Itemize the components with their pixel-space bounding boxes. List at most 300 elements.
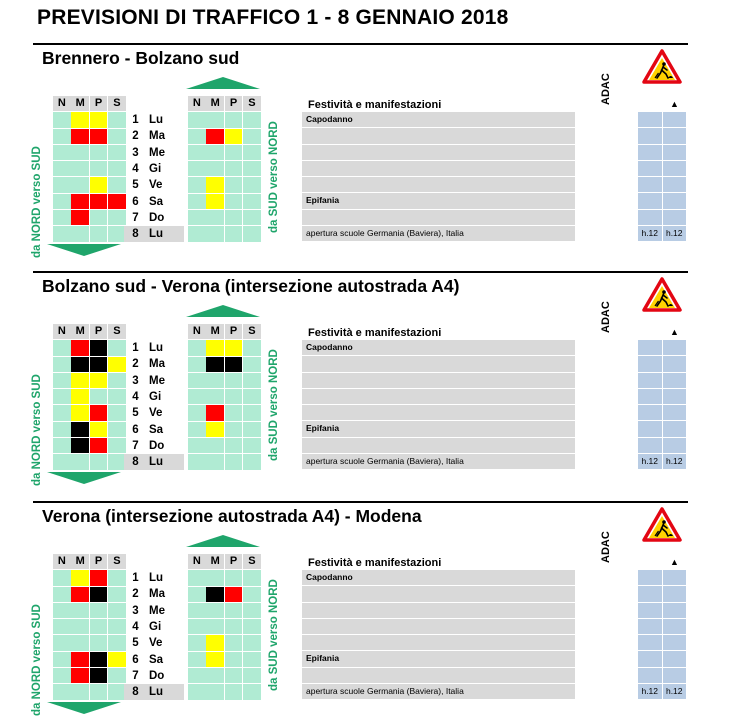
day-row: [124, 684, 184, 700]
forecast-row: [188, 129, 262, 145]
adac-grid: [638, 570, 687, 700]
traffic-cell-green: [206, 373, 224, 388]
events-header: Festività e manifestazioni: [308, 327, 442, 339]
day-name: Sa: [149, 423, 164, 436]
traffic-cell-green: [243, 177, 261, 192]
traffic-cell-green: [53, 587, 71, 602]
forecast-row: [188, 405, 262, 421]
traffic-cell-green: [243, 652, 261, 667]
adac-arrow-icon: ▲: [670, 327, 679, 337]
adac-row: [638, 145, 687, 161]
adac-row: [638, 421, 687, 437]
adac-cell: [663, 570, 687, 585]
column-header: M: [206, 96, 224, 111]
adac-cell: [638, 145, 662, 160]
column-header: P: [90, 554, 108, 569]
traffic-cell-red: [206, 129, 224, 144]
traffic-cell-green: [243, 438, 261, 453]
column-header: S: [108, 96, 126, 111]
day-row: [124, 340, 184, 356]
event-row: [302, 454, 575, 470]
traffic-cell-green: [53, 226, 71, 241]
roadworks-warning-icon: [642, 507, 682, 542]
traffic-cell-green: [206, 684, 224, 699]
events-list: [302, 112, 575, 242]
day-name: Lu: [149, 342, 164, 355]
traffic-cell-green: [188, 422, 206, 437]
traffic-cell-red: [71, 210, 89, 225]
event-row: [302, 128, 575, 144]
day-name: Lu: [149, 572, 164, 585]
traffic-cell-green: [206, 161, 224, 176]
column-header: N: [53, 554, 71, 569]
event-row: [302, 586, 575, 602]
day-name: Ve: [149, 637, 163, 650]
column-header: S: [108, 554, 126, 569]
day-number: 8: [132, 228, 139, 241]
traffic-cell-green: [225, 619, 243, 634]
traffic-cell-yellow: [206, 652, 224, 667]
day-row: [124, 356, 184, 372]
forecast-row: [53, 357, 127, 373]
event-row: [302, 226, 575, 242]
day-name: Ma: [149, 588, 165, 601]
traffic-cell-green: [243, 340, 261, 355]
day-number: 4: [132, 391, 139, 404]
traffic-cell-red: [71, 652, 89, 667]
traffic-cell-green: [53, 438, 71, 453]
traffic-cell-black: [90, 587, 108, 602]
adac-row: [638, 668, 687, 684]
column-header: P: [225, 554, 243, 569]
adac-cell: [663, 603, 687, 618]
traffic-cell-green: [53, 340, 71, 355]
column-header: N: [188, 554, 206, 569]
day-number: 5: [132, 637, 139, 650]
day-number: 1: [132, 342, 139, 355]
traffic-cell-yellow: [225, 340, 243, 355]
day-number: 8: [132, 686, 139, 699]
adac-cell: [663, 668, 687, 683]
traffic-cell-green: [243, 422, 261, 437]
route-title: Bolzano sud - Verona (intersezione autostrada A4): [42, 276, 460, 296]
traffic-cell-green: [90, 684, 108, 699]
adac-cell: [638, 210, 662, 225]
adac-label: ADAC: [600, 73, 612, 105]
page-title: PREVISIONI DI TRAFFICO 1 - 8 GENNAIO 2018: [37, 6, 509, 29]
adac-cell: [638, 603, 662, 618]
day-number: 1: [132, 572, 139, 585]
event-row: [302, 635, 575, 651]
south-to-north-label: da SUD verso NORD: [268, 121, 280, 233]
grid-header-row: [53, 324, 127, 340]
event-row: [302, 161, 575, 177]
traffic-cell-green: [53, 603, 71, 618]
traffic-cell-green: [206, 112, 224, 127]
traffic-cell-green: [243, 226, 261, 241]
adac-row: [638, 226, 687, 242]
traffic-cell-green: [243, 145, 261, 160]
traffic-cell-green: [243, 684, 261, 699]
traffic-cell-green: [53, 684, 71, 699]
adac-row: [638, 454, 687, 470]
traffic-cell-green: [53, 570, 71, 585]
grid-header-row: [188, 324, 262, 340]
traffic-cell-green: [188, 635, 206, 650]
adac-cell: [638, 193, 662, 208]
day-list: [124, 340, 184, 470]
event-label: [302, 128, 575, 143]
column-header: P: [225, 324, 243, 339]
traffic-cell-green: [206, 603, 224, 618]
traffic-cell-green: [243, 112, 261, 127]
traffic-cell-green: [90, 603, 108, 618]
forecast-row: [53, 340, 127, 356]
traffic-cell-green: [188, 177, 206, 192]
event-label: [302, 668, 575, 683]
traffic-cell-yellow: [71, 405, 89, 420]
traffic-cell-green: [225, 438, 243, 453]
traffic-cell-green: [243, 161, 261, 176]
traffic-cell-yellow: [206, 422, 224, 437]
adac-row: [638, 651, 687, 667]
traffic-cell-green: [206, 454, 224, 469]
day-number: 4: [132, 621, 139, 634]
forecast-row: [53, 587, 127, 603]
south-to-north-label: da SUD verso NORD: [268, 349, 280, 461]
adac-arrow-icon: ▲: [670, 99, 679, 109]
adac-cell: [663, 619, 687, 634]
adac-cell: [638, 161, 662, 176]
day-name: Me: [149, 374, 165, 387]
event-row: [302, 356, 575, 372]
day-name: Ma: [149, 130, 165, 143]
adac-cell: [663, 421, 687, 436]
north-to-south-label: da NORD verso SUD: [31, 604, 43, 716]
forecast-row: [188, 177, 262, 193]
day-row: [124, 193, 184, 209]
adac-cell: [663, 177, 687, 192]
traffic-cell-green: [243, 635, 261, 650]
adac-cell: [663, 145, 687, 160]
traffic-cell-black: [71, 422, 89, 437]
day-number: 7: [132, 669, 139, 682]
event-label: Capodanno: [302, 340, 575, 355]
traffic-cell-yellow: [90, 112, 108, 127]
event-row: [302, 145, 575, 161]
day-list: [124, 112, 184, 242]
traffic-cell-green: [188, 668, 206, 683]
forecast-row: [188, 112, 262, 128]
adac-cell: [638, 128, 662, 143]
forecast-row: [188, 652, 262, 668]
column-header: P: [225, 96, 243, 111]
arrow-up-icon: [186, 77, 260, 89]
traffic-cell-green: [53, 373, 71, 388]
event-row: [302, 619, 575, 635]
traffic-cell-green: [90, 454, 108, 469]
adac-row: [638, 373, 687, 389]
column-header: P: [90, 96, 108, 111]
arrow-down-icon: [47, 472, 121, 484]
traffic-cell-green: [53, 210, 71, 225]
day-name: Ma: [149, 358, 165, 371]
adac-cell: h.12: [638, 684, 662, 699]
forecast-row: [53, 405, 127, 421]
forecast-row: [53, 112, 127, 128]
traffic-cell-green: [188, 373, 206, 388]
traffic-cell-green: [206, 619, 224, 634]
traffic-cell-green: [188, 454, 206, 469]
traffic-cell-green: [188, 226, 206, 241]
traffic-cell-green: [225, 373, 243, 388]
column-header: N: [188, 96, 206, 111]
traffic-cell-black: [71, 438, 89, 453]
day-number: 3: [132, 374, 139, 387]
event-row: [302, 177, 575, 193]
day-row: [124, 619, 184, 635]
traffic-cell-green: [243, 129, 261, 144]
adac-row: [638, 356, 687, 372]
event-row: [302, 210, 575, 226]
day-name: Me: [149, 146, 165, 159]
column-header: M: [206, 324, 224, 339]
traffic-cell-green: [90, 635, 108, 650]
traffic-cell-green: [225, 684, 243, 699]
adac-row: [638, 586, 687, 602]
day-number: 2: [132, 358, 139, 371]
day-number: 2: [132, 588, 139, 601]
adac-label: ADAC: [600, 531, 612, 563]
event-label: apertura scuole Germania (Baviera), Italia: [302, 454, 575, 469]
traffic-cell-green: [206, 668, 224, 683]
event-label: apertura scuole Germania (Baviera), Italia: [302, 684, 575, 699]
day-number: 6: [132, 653, 139, 666]
column-header: S: [108, 324, 126, 339]
day-name: Do: [149, 211, 165, 224]
event-row: [302, 421, 575, 437]
traffic-cell-yellow: [71, 570, 89, 585]
adac-row: [638, 603, 687, 619]
roadworks-warning-icon: [642, 277, 682, 312]
traffic-cell-green: [225, 112, 243, 127]
event-label: [302, 373, 575, 388]
day-name: Lu: [149, 686, 164, 699]
adac-cell: h.12: [638, 226, 662, 241]
adac-row: [638, 193, 687, 209]
event-label: [302, 438, 575, 453]
day-row: [124, 373, 184, 389]
column-header: M: [206, 554, 224, 569]
arrow-up-icon: [186, 535, 260, 547]
forecast-row: [188, 357, 262, 373]
traffic-cell-green: [188, 438, 206, 453]
forecast-row: [53, 422, 127, 438]
day-row: [124, 405, 184, 421]
traffic-cell-green: [188, 603, 206, 618]
event-row: [302, 340, 575, 356]
day-number: 5: [132, 179, 139, 192]
traffic-cell-green: [71, 161, 89, 176]
traffic-cell-green: [225, 668, 243, 683]
forecast-row: [188, 373, 262, 389]
traffic-cell-green: [53, 112, 71, 127]
section-divider: [33, 271, 688, 273]
day-name: Lu: [149, 456, 164, 469]
forecast-row: [53, 619, 127, 635]
traffic-cell-green: [71, 619, 89, 634]
day-row: [124, 112, 184, 128]
traffic-cell-green: [243, 603, 261, 618]
traffic-cell-green: [225, 226, 243, 241]
route-title: Verona (intersezione autostrada A4) - Modena: [42, 506, 422, 526]
forecast-row: [53, 145, 127, 161]
arrow-down-icon: [47, 702, 121, 714]
section-divider: [33, 43, 688, 45]
column-header: N: [53, 96, 71, 111]
traffic-cell-black: [206, 587, 224, 602]
traffic-cell-red: [90, 194, 108, 209]
day-row: [124, 586, 184, 602]
adac-row: [638, 570, 687, 586]
forecast-row: [53, 226, 127, 242]
event-row: [302, 603, 575, 619]
traffic-cell-green: [71, 226, 89, 241]
event-label: [302, 161, 575, 176]
traffic-cell-green: [53, 668, 71, 683]
day-row: [124, 210, 184, 226]
column-header: P: [90, 324, 108, 339]
adac-cell: [663, 651, 687, 666]
adac-cell: [638, 668, 662, 683]
event-label: [302, 389, 575, 404]
traffic-cell-green: [243, 389, 261, 404]
traffic-cell-green: [206, 145, 224, 160]
traffic-cell-green: [225, 177, 243, 192]
day-row: [124, 635, 184, 651]
traffic-cell-green: [243, 570, 261, 585]
column-header: S: [243, 554, 261, 569]
adac-cell: [638, 438, 662, 453]
grid-header-row: [53, 554, 127, 570]
day-name: Sa: [149, 195, 164, 208]
forecast-row: [188, 210, 262, 226]
traffic-cell-green: [90, 226, 108, 241]
traffic-cell-green: [188, 161, 206, 176]
forecast-row: [53, 603, 127, 619]
day-row: [124, 128, 184, 144]
adac-row: [638, 112, 687, 128]
event-label: [302, 603, 575, 618]
adac-cell: [638, 112, 662, 127]
traffic-cell-green: [225, 210, 243, 225]
forecast-row: [53, 454, 127, 470]
traffic-cell-green: [243, 619, 261, 634]
traffic-cell-green: [90, 161, 108, 176]
adac-row: [638, 210, 687, 226]
day-row: [124, 145, 184, 161]
traffic-cell-green: [53, 177, 71, 192]
forecast-row: [188, 438, 262, 454]
adac-row: [638, 177, 687, 193]
south-to-north-grid: [188, 96, 262, 243]
traffic-cell-green: [71, 684, 89, 699]
events-header: Festività e manifestazioni: [308, 99, 442, 111]
day-name: Lu: [149, 228, 164, 241]
forecast-row: [53, 570, 127, 586]
adac-cell: [663, 405, 687, 420]
column-header: M: [71, 96, 89, 111]
route-section: [0, 271, 748, 501]
traffic-cell-green: [71, 603, 89, 618]
adac-cell: [638, 177, 662, 192]
adac-row: [638, 684, 687, 700]
event-label: [302, 619, 575, 634]
event-row: [302, 684, 575, 700]
traffic-cell-green: [188, 129, 206, 144]
event-label: Capodanno: [302, 570, 575, 585]
traffic-cell-yellow: [90, 373, 108, 388]
day-row: [124, 570, 184, 586]
adac-cell: [663, 193, 687, 208]
day-list: [124, 570, 184, 700]
event-row: [302, 373, 575, 389]
traffic-cell-green: [225, 389, 243, 404]
day-number: 4: [132, 163, 139, 176]
day-number: 8: [132, 456, 139, 469]
traffic-cell-green: [71, 454, 89, 469]
day-name: Do: [149, 669, 165, 682]
traffic-cell-green: [225, 570, 243, 585]
traffic-cell-green: [243, 373, 261, 388]
day-number: 6: [132, 195, 139, 208]
traffic-cell-red: [206, 405, 224, 420]
event-label: [302, 635, 575, 650]
traffic-cell-black: [206, 357, 224, 372]
traffic-cell-green: [206, 438, 224, 453]
south-to-north-label: da SUD verso NORD: [268, 579, 280, 691]
day-row: [124, 389, 184, 405]
route-section: [0, 501, 748, 728]
route-title: Brennero - Bolzano sud: [42, 48, 240, 68]
day-row: [124, 651, 184, 667]
adac-cell: [638, 356, 662, 371]
route-section: [0, 43, 748, 273]
column-header: N: [188, 324, 206, 339]
day-name: Ve: [149, 179, 163, 192]
day-row: [124, 668, 184, 684]
forecast-row: [188, 570, 262, 586]
traffic-cell-green: [188, 357, 206, 372]
events-list: [302, 570, 575, 700]
forecast-row: [188, 619, 262, 635]
grid-header-row: [188, 554, 262, 570]
traffic-cell-green: [243, 194, 261, 209]
forecast-row: [53, 438, 127, 454]
column-header: S: [243, 96, 261, 111]
traffic-cell-green: [206, 570, 224, 585]
column-header: S: [243, 324, 261, 339]
forecast-row: [188, 145, 262, 161]
forecast-row: [188, 226, 262, 242]
adac-cell: h.12: [638, 454, 662, 469]
column-header: N: [53, 324, 71, 339]
adac-grid: [638, 340, 687, 470]
traffic-cell-green: [206, 210, 224, 225]
north-to-south-label: da NORD verso SUD: [31, 374, 43, 486]
forecast-row: [53, 389, 127, 405]
day-row: [124, 177, 184, 193]
